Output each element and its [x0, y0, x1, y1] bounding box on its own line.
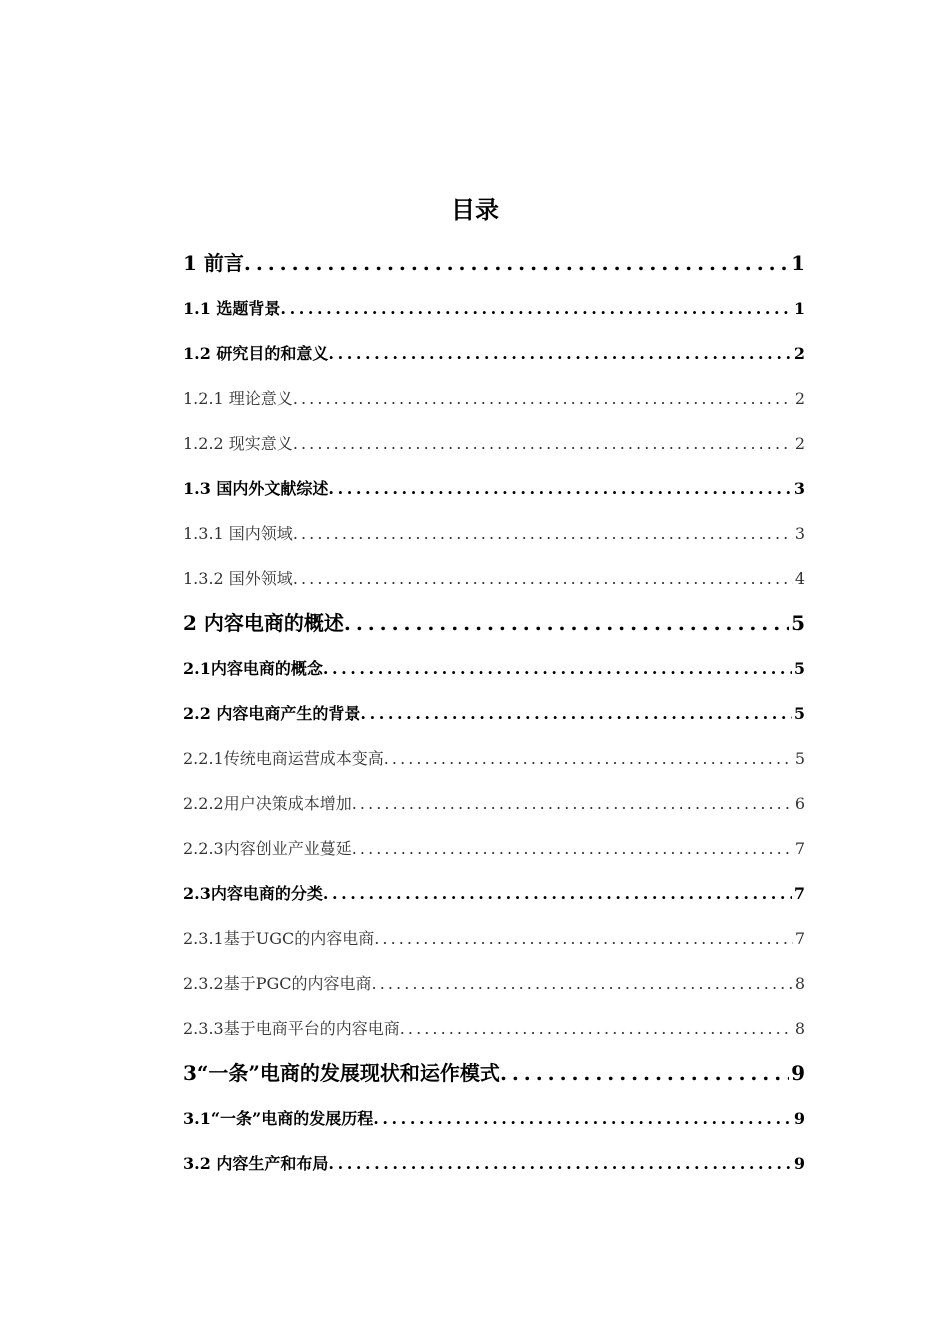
toc-entry-page: 7 — [794, 929, 805, 948]
toc-entry-text: 1.3.1 国内领域 — [183, 524, 293, 543]
toc-entry[interactable] — [183, 646, 805, 691]
dot-leader — [500, 1051, 789, 1096]
toc-entry[interactable] — [183, 781, 805, 826]
toc-entry-text: 2.3.2基于PGC的内容电商 — [183, 974, 372, 993]
toc-entry-text: 1.2 研究目的和意义 — [183, 344, 329, 363]
toc-entry[interactable] — [183, 331, 805, 376]
dot-leader — [328, 331, 791, 376]
toc-entry-page: 2 — [793, 344, 805, 363]
toc-entry-text: 2.2.1传统电商运营成本变高 — [183, 749, 384, 768]
toc-entry-page: 7 — [794, 839, 805, 858]
toc-entry[interactable] — [183, 1141, 805, 1186]
toc-entry[interactable] — [183, 736, 805, 781]
toc-entry-text: 2.3.1基于UGC的内容电商 — [183, 929, 375, 948]
toc-entry-text: 1.2.2 现实意义 — [183, 434, 293, 453]
toc-entry-page: 3 — [793, 479, 805, 498]
toc-entry-page: 8 — [794, 974, 805, 993]
toc-entry-page: 8 — [794, 1019, 805, 1038]
toc-entry[interactable] — [183, 376, 805, 421]
toc-entry-text: 1 前言 — [183, 251, 244, 275]
dot-leader — [373, 1096, 792, 1141]
toc-entry-text: 2.3内容电商的分类 — [183, 884, 323, 903]
toc-entry-page: 1 — [791, 251, 805, 275]
dot-leader — [384, 736, 793, 781]
toc-entry-text: 1.3 国内外文献综述 — [183, 479, 329, 498]
toc-entry-page: 7 — [793, 884, 805, 903]
toc-entry[interactable] — [183, 466, 805, 511]
dot-leader — [328, 1141, 791, 1186]
dot-leader — [293, 421, 793, 466]
toc-entry-page: 1 — [793, 299, 805, 318]
toc-entry-page: 2 — [794, 389, 805, 408]
toc-entry-text: 3.1“一条”电商的发展历程 — [183, 1109, 374, 1128]
dot-leader — [374, 916, 793, 961]
dot-leader — [323, 871, 792, 916]
toc-entry[interactable] — [183, 691, 805, 736]
dot-leader — [360, 691, 791, 736]
toc-entry-text: 3“一条”电商的发展现状和运作模式 — [183, 1061, 500, 1085]
toc-entry-page: 4 — [794, 569, 805, 588]
toc-entry-page: 9 — [793, 1154, 805, 1173]
toc-entry-page: 9 — [793, 1109, 805, 1128]
toc-entry[interactable] — [183, 241, 805, 286]
toc-entry-text: 1.2.1 理论意义 — [183, 389, 293, 408]
toc-entry-text: 3.2 内容生产和布局 — [183, 1154, 329, 1173]
toc-entry[interactable] — [183, 1051, 805, 1096]
toc-entry[interactable] — [183, 1006, 805, 1051]
toc-entry[interactable] — [183, 961, 805, 1006]
toc-entry-page: 3 — [794, 524, 805, 543]
toc-entry-text: 2.3.3基于电商平台的内容电商 — [183, 1019, 400, 1038]
toc-entry[interactable] — [183, 871, 805, 916]
toc-entry[interactable] — [183, 511, 805, 556]
toc-entry-text: 2.1内容电商的概念 — [183, 659, 323, 678]
toc-entry-page: 5 — [791, 611, 805, 635]
toc-entry-page: 9 — [791, 1061, 805, 1085]
toc-entry-text: 2.2.2用户决策成本增加 — [183, 794, 352, 813]
toc-entry[interactable] — [183, 601, 805, 646]
dot-leader — [372, 961, 793, 1006]
dot-leader — [293, 511, 793, 556]
toc-entry-text: 1.3.2 国外领域 — [183, 569, 293, 588]
toc-entry-text: 2.2 内容电商产生的背景 — [183, 704, 361, 723]
toc-entry-text: 2.2.3内容创业产业蔓延 — [183, 839, 352, 858]
toc-entry-page: 2 — [794, 434, 805, 453]
dot-leader — [352, 826, 793, 871]
toc-list — [183, 241, 805, 1186]
dot-leader — [293, 376, 793, 421]
toc-entry-page: 5 — [793, 704, 805, 723]
dot-leader — [244, 241, 789, 286]
toc-entry-page: 5 — [794, 749, 805, 768]
toc-entry-page: 5 — [793, 659, 805, 678]
toc-entry[interactable] — [183, 556, 805, 601]
toc-entry[interactable] — [183, 826, 805, 871]
dot-leader — [328, 466, 791, 511]
toc-entry[interactable] — [183, 1096, 805, 1141]
dot-leader — [280, 286, 791, 331]
dot-leader — [293, 556, 793, 601]
dot-leader — [400, 1006, 793, 1051]
dot-leader — [323, 646, 792, 691]
dot-leader — [344, 601, 789, 646]
toc-entry-text: 2 内容电商的概述 — [183, 611, 344, 635]
toc-entry[interactable] — [183, 286, 805, 331]
toc-entry[interactable] — [183, 421, 805, 466]
toc-entry-page: 6 — [794, 794, 805, 813]
toc-entry-text: 1.1 选题背景 — [183, 299, 281, 318]
toc-title: 目录 — [451, 196, 499, 224]
toc-entry[interactable] — [183, 916, 805, 961]
dot-leader — [352, 781, 793, 826]
